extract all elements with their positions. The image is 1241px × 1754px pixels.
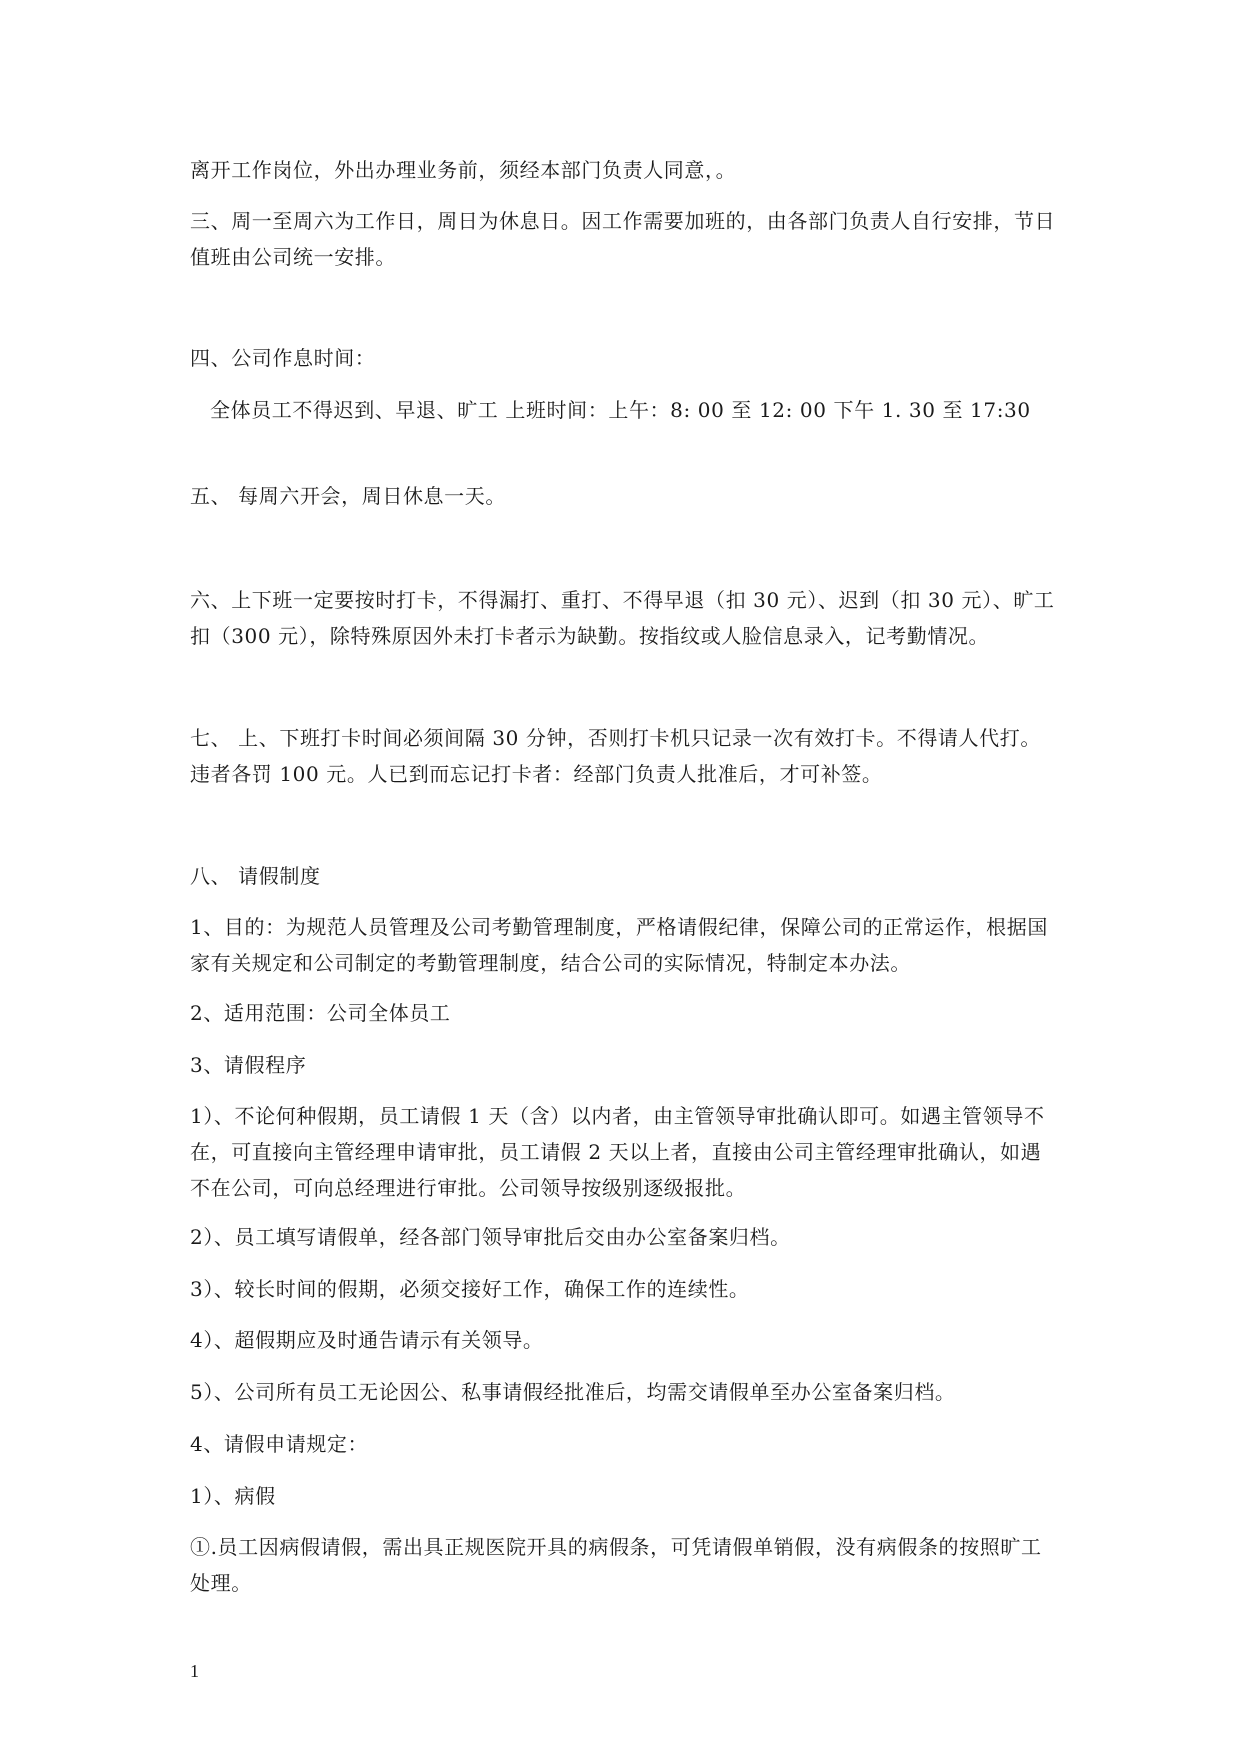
paragraph-section-4-heading: 四、公司作息时间： — [190, 346, 376, 370]
paragraph-leave-post: 离开工作岗位，外出办理业务前，须经本部门负责人同意，。 — [190, 158, 737, 182]
paragraph-sick-leave-rule: ①.员工因病假请假，需出具正规医院开具的病假条，可凭请假单销假，没有病假条的按照旷工处理。 — [190, 1535, 1042, 1595]
paragraph-sick-leave-heading: 1）、病假 — [190, 1484, 276, 1508]
page-number: 1 — [190, 1661, 199, 1681]
paragraph-section-3-workdays: 三、周一至周六为工作日，周日为休息日。因工作需要加班的，由各部门负责人自行安排，节日值班由公司统一安排。 — [190, 209, 1056, 269]
paragraph-procedure-item-3: 3）、较长时间的假期，必须交接好工作，确保工作的连续性。 — [190, 1277, 750, 1301]
paragraph-leave-procedure-heading: 3、请假程序 — [190, 1053, 307, 1077]
paragraph-procedure-item-4: 4）、超假期应及时通告请示有关领导。 — [190, 1328, 544, 1352]
paragraph-procedure-item-1: 1）、不论何种假期，员工请假 1 天（含）以内者，由主管领导审批确认即可。如遇主管领导不在，可直接向主管经理申请审批，员工请假 2 天以上者，直接由公司主管经理审批确认，如遇不在公司，可向总经理进行审批。公司领导按级别逐级报批。 — [190, 1104, 1045, 1200]
paragraph-scope: 2、适用范围：公司全体员工 — [190, 1001, 451, 1025]
paragraph-section-6-clock-in: 六、上下班一定要按时打卡，不得漏打、重打、不得早退（扣 30 元）、迟到（扣 30 元）、旷工扣（300 元），除特殊原因外未打卡者示为缺勤。按指纹或人脸信息录入，记考勤情况。 — [190, 588, 1055, 648]
paragraph-working-hours: 全体员工不得迟到、早退、旷工 上班时间：上午：8: 00 至 12: 00 下午 1. 30 至 17:30 — [210, 398, 1031, 422]
paragraph-section-8-heading: 八、 请假制度 — [190, 864, 321, 888]
paragraph-procedure-item-2: 2）、员工填写请假单，经各部门领导审批后交由办公室备案归档。 — [190, 1225, 791, 1249]
paragraph-leave-rules-heading: 4、请假申请规定： — [190, 1432, 369, 1456]
paragraph-procedure-item-5: 5）、公司所有员工无论因公、私事请假经批准后，均需交请假单至办公室备案归档。 — [190, 1380, 956, 1404]
paragraph-purpose: 1、目的：为规范人员管理及公司考勤管理制度，严格请假纪律，保障公司的正常运作，根据国家有关规定和公司制定的考勤管理制度，结合公司的实际情况，特制定本办法。 — [190, 915, 1048, 975]
paragraph-section-5-meeting: 五、 每周六开会，周日休息一天。 — [190, 484, 506, 508]
paragraph-section-7-interval: 七、 上、下班打卡时间必须间隔 30 分钟，否则打卡机只记录一次有效打卡。不得请人代打。违者各罚 100 元。人已到而忘记打卡者：经部门负责人批准后，才可补签。 — [190, 726, 1041, 786]
